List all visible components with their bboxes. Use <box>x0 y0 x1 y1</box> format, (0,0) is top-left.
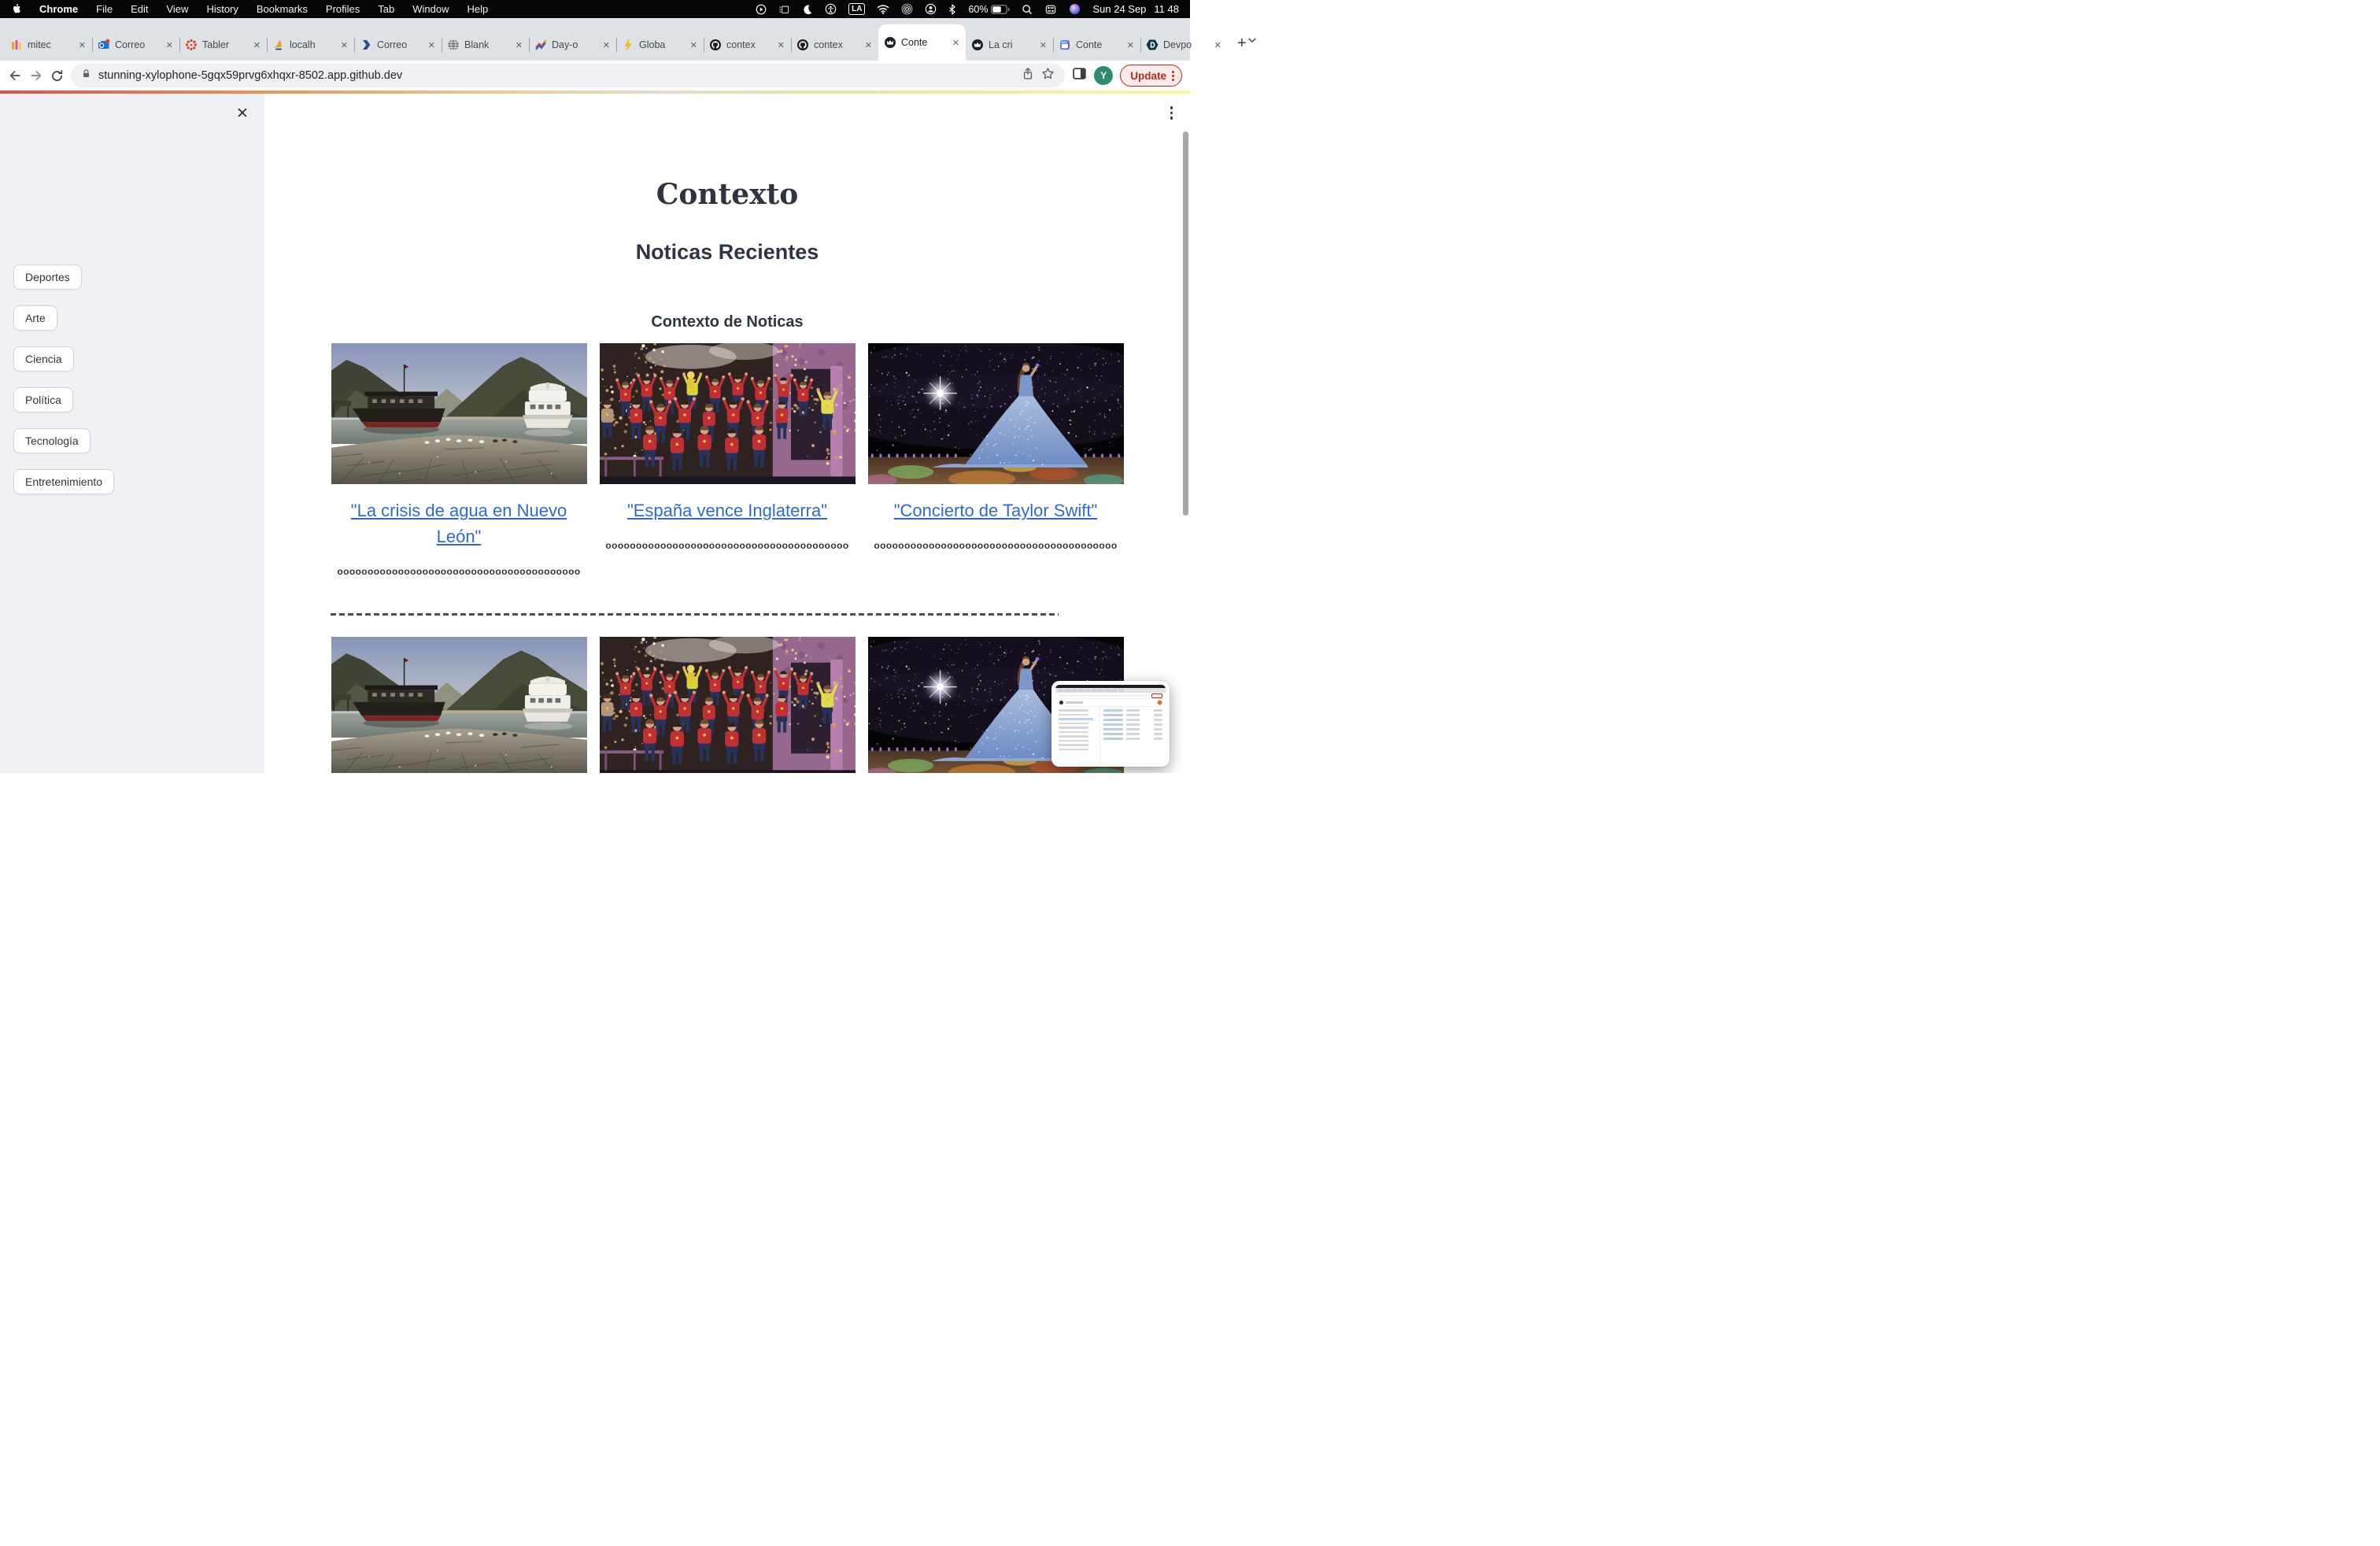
spain-celebration-image <box>600 637 856 773</box>
tab-close-icon[interactable]: ✕ <box>689 40 697 50</box>
tab-close-icon[interactable]: ✕ <box>515 40 523 50</box>
share-icon[interactable] <box>1022 67 1034 84</box>
tab-close-icon[interactable]: ✕ <box>952 38 959 48</box>
browser-tab-conte[interactable]: Conte ✕ <box>1053 29 1140 61</box>
news-link[interactable]: "España vence Inglaterra" <box>626 501 828 520</box>
address-bar[interactable] <box>71 64 1065 87</box>
new-tab-button[interactable]: + <box>1237 35 1247 52</box>
news-card <box>331 637 587 773</box>
bars-chart-icon <box>10 39 23 51</box>
side-panel-icon[interactable] <box>1072 66 1087 85</box>
github-icon <box>709 39 722 51</box>
tab-close-icon[interactable]: ✕ <box>602 40 610 50</box>
drought-lake-image <box>331 637 587 773</box>
sidebar-category-arte[interactable]: Arte <box>13 305 57 331</box>
dark-mode-moon-icon[interactable] <box>802 4 813 15</box>
profile-avatar[interactable]: Y <box>1094 66 1113 85</box>
control-center-icon[interactable] <box>1044 4 1057 15</box>
page-title: Contexto <box>656 178 799 211</box>
battery-icon <box>991 5 1010 14</box>
keyboard-layout-indicator[interactable]: LA <box>848 3 865 15</box>
github-icon <box>796 39 809 51</box>
news-caption: oooooooooooooooooooooooooooooooooooooooo <box>605 540 849 551</box>
news-card <box>600 637 856 773</box>
lightning-icon <box>622 39 634 51</box>
menu-profiles[interactable]: Profiles <box>325 3 360 15</box>
news-link[interactable]: "Concierto de Taylor Swift" <box>893 501 1098 520</box>
sidebar-category-tecnología[interactable]: Tecnología <box>13 428 91 453</box>
spotlight <box>920 667 959 706</box>
url-text[interactable]: stunning-xylophone-5gqx59prvg6xhqxr-8502.app.github.dev <box>98 69 403 82</box>
drought-lake-scene <box>331 343 587 484</box>
menu-app-name[interactable]: Chrome <box>39 3 79 15</box>
tab-close-icon[interactable]: ✕ <box>1039 40 1047 50</box>
sidebar-category-ciencia[interactable]: Ciencia <box>13 346 74 372</box>
web-page-content <box>0 94 1190 773</box>
battery-percent-label: 60% <box>968 3 989 15</box>
globe-icon <box>447 39 460 51</box>
taylor-concert-scene <box>868 343 1124 484</box>
page-scrollbar[interactable] <box>1183 131 1188 516</box>
spain-celebration-image <box>600 343 856 484</box>
reload-button[interactable] <box>50 69 64 83</box>
menu-edit[interactable]: Edit <box>131 3 149 15</box>
browser-tab-contex[interactable]: contex ✕ <box>791 29 878 61</box>
drought-lake-scene <box>331 637 587 773</box>
section-heading: Noticas Recientes <box>635 240 819 264</box>
zigzag-chart-icon <box>534 39 547 51</box>
news-card <box>600 343 856 577</box>
tab-close-icon[interactable]: ✕ <box>78 40 86 50</box>
screenshot-preview-thumbnail[interactable] <box>1051 681 1170 767</box>
news-caption: oooooooooooooooooooooooooooooooooooooooo <box>337 566 581 577</box>
browser-tab-tabler[interactable]: Tabler ✕ <box>179 29 267 61</box>
menu-window[interactable]: Window <box>412 3 449 15</box>
tab-close-icon[interactable]: ✕ <box>253 40 261 50</box>
play-circle-icon[interactable] <box>756 4 767 15</box>
devpost-icon <box>1146 39 1159 51</box>
browser-menu-kebab-icon[interactable] <box>1172 71 1174 81</box>
macos-menu-bar <box>0 0 1190 18</box>
crown-icon <box>884 36 896 49</box>
tab-close-icon[interactable]: ✕ <box>777 40 785 50</box>
news-link[interactable]: "La crisis de agua en Nuevo León" <box>350 501 567 546</box>
browser-tab-blank[interactable]: Blank ✕ <box>442 29 529 61</box>
spain-celebration-scene <box>600 637 856 773</box>
forward-button[interactable] <box>29 68 43 83</box>
tab-close-icon[interactable]: ✕ <box>1126 40 1134 50</box>
tab-close-icon[interactable]: ✕ <box>864 40 872 50</box>
menu-history[interactable]: History <box>206 3 238 15</box>
tab-search-chevron-icon[interactable] <box>1247 35 1258 50</box>
sidebar-category-política[interactable]: Política <box>13 387 73 412</box>
sidebar-category-entretenimiento[interactable]: Entretenimiento <box>13 469 114 494</box>
tab-close-icon[interactable]: ✕ <box>427 40 435 50</box>
tab-strip <box>0 18 1247 61</box>
browser-tab-correo[interactable]: Correo ✕ <box>354 29 442 61</box>
browser-tab-mitec[interactable]: mitec ✕ <box>5 29 92 61</box>
phpmyadmin-icon <box>272 39 285 51</box>
subsection-heading: Contexto de Noticas <box>651 313 804 331</box>
update-chrome-button[interactable] <box>1120 65 1182 87</box>
browser-tab-contex[interactable]: contex ✕ <box>704 29 791 61</box>
sidebar-close-icon[interactable]: ✕ <box>236 105 249 122</box>
siri-icon[interactable] <box>1069 3 1081 15</box>
browser-toolbar <box>0 61 1190 91</box>
browser-tab-day-o[interactable]: Day-o ✕ <box>529 29 616 61</box>
bookmark-star-icon[interactable] <box>1041 67 1055 84</box>
main-content <box>264 94 1190 773</box>
lock-icon[interactable] <box>81 68 91 83</box>
sidebar-category-deportes[interactable]: Deportes <box>13 264 82 290</box>
menu-bookmarks[interactable]: Bookmarks <box>256 3 308 15</box>
menu-view[interactable]: View <box>166 3 189 15</box>
airdrop-icon[interactable] <box>901 3 913 15</box>
browser-window-icon <box>1059 39 1071 51</box>
canvas-icon <box>185 39 198 51</box>
user-account-icon[interactable] <box>925 3 937 15</box>
screen-mirroring-icon[interactable] <box>778 4 790 15</box>
outlook-icon <box>98 39 110 51</box>
browser-tab-globa[interactable]: Globa ✕ <box>616 29 704 61</box>
spotlight <box>920 373 959 412</box>
accessibility-icon[interactable] <box>825 3 837 15</box>
back-button[interactable] <box>8 68 22 83</box>
tab-close-icon[interactable]: ✕ <box>340 40 348 50</box>
menu-help[interactable]: Help <box>467 3 489 15</box>
browser-tab-la cri[interactable]: La cri ✕ <box>966 29 1053 61</box>
menu-bar-clock[interactable] <box>1092 3 1179 15</box>
news-caption: oooooooooooooooooooooooooooooooooooooooo <box>874 540 1118 551</box>
apple-logo-icon[interactable] <box>11 2 21 17</box>
update-label: Update <box>1130 69 1166 82</box>
browser-tab-localh[interactable]: localh ✕ <box>267 29 354 61</box>
tab-close-icon[interactable]: ✕ <box>165 40 173 50</box>
drought-lake-image <box>331 343 587 484</box>
menu-file[interactable]: File <box>96 3 113 15</box>
taylor-concert-image <box>868 343 1124 484</box>
battery-status[interactable] <box>968 4 1010 15</box>
clock-time: 11 48 <box>1154 3 1179 15</box>
spotlight-search-icon[interactable] <box>1022 4 1033 15</box>
clock-date: Sun 24 Sep <box>1092 3 1147 15</box>
browser-tab-conte[interactable]: Conte ✕ <box>878 24 966 61</box>
crown-icon <box>971 39 984 51</box>
bluetooth-icon[interactable] <box>948 4 956 15</box>
spain-celebration-scene <box>600 343 856 484</box>
tab-close-icon[interactable]: ✕ <box>1214 40 1221 50</box>
news-card <box>868 343 1124 577</box>
browser-tab-correo[interactable]: Correo ✕ <box>92 29 179 61</box>
chevron-icon <box>360 39 372 51</box>
category-sidebar <box>0 94 264 773</box>
news-card <box>331 343 587 577</box>
menu-tab[interactable]: Tab <box>378 3 395 15</box>
wifi-icon[interactable] <box>877 4 889 14</box>
browser-tab-devpo[interactable]: Devpo ✕ <box>1140 29 1228 61</box>
dashed-separator <box>331 613 1059 616</box>
